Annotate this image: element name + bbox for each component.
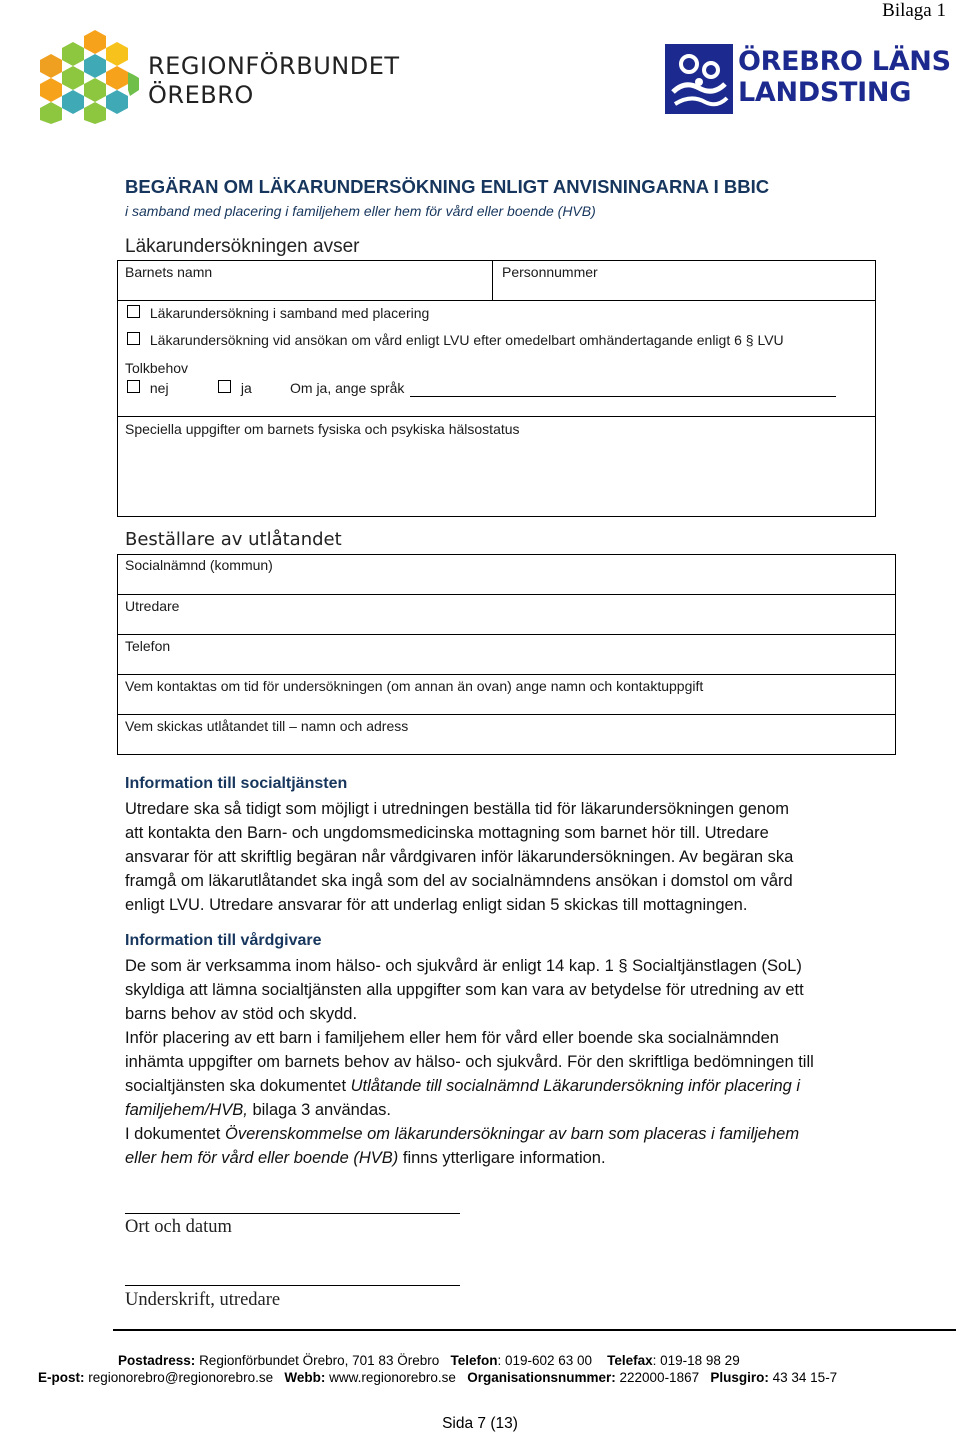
text-line [125,1074,905,1098]
text-line: De som är verksamma inom hälso- och sjukvård är enligt 14 kap. 1 § Socialtjänstlagen (SoL) [125,957,802,975]
info-social-heading: Information till socialtjänsten [125,775,348,792]
org-number: 222000-1867 [619,1370,700,1385]
no-label: nej [149,380,169,396]
info-care-heading: Information till vårdgivare [125,932,322,949]
footer-line-1 [118,1353,740,1368]
option-lvu[interactable] [127,332,784,348]
regionforbundet-logo [30,28,142,124]
text-line [125,1098,905,1122]
text-line: framgå om läkarutlåtandet ska ingå som del av socialnämndens ansökan i domstol om vård [125,872,793,890]
phone-field[interactable]: Telefon [125,638,171,654]
text-line [125,1146,905,1170]
page-number: Sida 7 (13) [442,1415,518,1432]
landsting-emblem-icon [665,44,733,114]
child-name-field[interactable]: Barnets namn [125,264,213,280]
form-title: BEGÄRAN OM LÄKARUNDERSÖKNING ENLIGT ANVISNINGARNA I BBIC [125,176,770,197]
option-lvu-label: Läkarundersökning vid ansökan om vård enligt LVU efter omedelbart omhändertagande enligt 6 § LVU [149,332,784,348]
yes-label: ja [240,380,252,396]
email-label: E-post: [38,1370,85,1385]
municipality-field[interactable]: Socialnämnd (kommun) [125,557,273,573]
field-divider [492,260,493,300]
text-segment: finns ytterligare information. [398,1149,606,1167]
interpreter-no[interactable] [127,380,169,396]
row-divider [117,714,896,715]
text-line: inhämta uppgifter om barnets behov av hälso- och sjukvård. För den skriftliga bedömningen till [125,1053,814,1071]
option-placement-label: Läkarundersökning i samband med placering [149,305,430,321]
text-segment: socialtjänsten ska dokumentet [125,1077,351,1095]
text-line: barns behov av stöd och skydd. [125,1005,358,1023]
fax-label: Telefax [607,1353,653,1368]
text-line [125,1122,905,1146]
health-status-field[interactable]: Speciella uppgifter om barnets fysiska och psykiska hälsostatus [125,421,520,437]
landsting-wordmark [738,46,951,108]
row-divider [117,674,896,675]
attachment-label: Bilaga 1 [882,0,946,21]
landsting-line-1: ÖREBRO LÄNS [738,46,951,77]
plusgiro-number: 43 34 15-7 [772,1370,838,1385]
contact-field[interactable]: Vem kontaktas om tid för undersökningen (om annan än ovan) ange namn och kontaktuppgift [125,678,704,694]
org-label: Organisationsnummer: [467,1370,616,1385]
text-segment: bilaga 3 användas. [247,1101,391,1119]
text-line: Inför placering av ett barn i familjehem eller hem för vård eller boende ska socialnämnden [125,1029,779,1047]
language-input-line[interactable] [410,396,836,397]
text-line: att kontakta den Barn- och ungdomsmedicinska mottagning som barnet hör till. Utredare [125,824,769,842]
fax-number: : 019-18 98 29 [652,1353,740,1368]
info-social-text [125,797,905,917]
logo-line-2: ÖREBRO [148,81,254,109]
text-line: skyldiga att lämna socialtjänsten alla uppgifter som kan vara av betydelse för utredning av ett [125,981,804,999]
text-line: enligt LVU. Utredare ansvarar för att underlag enligt sidan 5 skickas till mottagningen. [125,896,748,914]
hexagon-cluster [40,30,139,124]
email-link[interactable]: regionorebro@regionorebro.se [88,1370,274,1385]
checkbox-no[interactable] [127,380,140,393]
row-divider [117,594,896,595]
footer-line-2 [38,1370,837,1385]
postal-address: Regionförbundet Örebro, 701 83 Örebro [199,1353,440,1368]
text-line: ansvarar för att skriftlig begäran når vårdgivaren inför läkarundersökningen. Av begäran ska [125,848,794,866]
section-heading-orderer: Beställare av utlåtandet [125,529,342,550]
signature-line[interactable] [125,1285,460,1286]
row-divider [117,416,876,417]
option-placement[interactable] [127,305,429,321]
section-heading-examination: Läkarundersökningen avser [125,236,360,257]
checkbox-placement[interactable] [127,305,140,318]
info-care-text [125,954,905,1170]
document-title: eller hem för vård eller boende (HVB) [125,1149,399,1167]
document-title: Överenskommelse om läkarundersökningar av barn som placeras i familjehem [224,1125,800,1143]
text-line: Utredare ska så tidigt som möjligt i utredningen beställa tid för läkarundersökningen genom [125,800,790,818]
text-segment: I dokumentet [125,1125,225,1143]
row-divider [117,634,896,635]
interpreter-yes[interactable] [218,380,252,396]
web-label: Webb: [284,1370,326,1385]
landsting-line-2: LANDSTING [738,77,912,108]
investigator-field[interactable]: Utredare [125,598,180,614]
document-title: familjehem/HVB, [125,1101,248,1119]
checkbox-yes[interactable] [218,380,231,393]
web-link[interactable]: www.regionorebro.se [329,1370,456,1385]
postal-label: Postadress: [118,1353,196,1368]
plusgiro-label: Plusgiro: [710,1370,769,1385]
place-date-line[interactable] [125,1213,460,1214]
personal-number-field[interactable]: Personnummer [502,264,598,280]
row-divider [117,300,876,301]
regionforbundet-wordmark [148,52,400,110]
phone-number: : 019-602 63 00 [497,1353,593,1368]
logo-line-1: REGIONFÖRBUNDET [148,52,400,80]
recipient-field[interactable]: Vem skickas utlåtandet till – namn och adress [125,718,409,734]
place-date-label: Ort och datum [125,1217,232,1237]
form-subtitle: i samband med placering i familjehem eller hem för vård eller boende (HVB) [125,203,596,219]
language-label: Om ja, ange språk [290,380,405,396]
interpreter-label: Tolkbehov [125,360,189,376]
checkbox-lvu[interactable] [127,332,140,345]
footer-divider [113,1329,956,1331]
document-title: Utlåtande till socialnämnd Läkarundersökning inför placering i [350,1077,801,1095]
signature-label: Underskrift, utredare [125,1290,281,1310]
phone-label: Telefon [450,1353,498,1368]
